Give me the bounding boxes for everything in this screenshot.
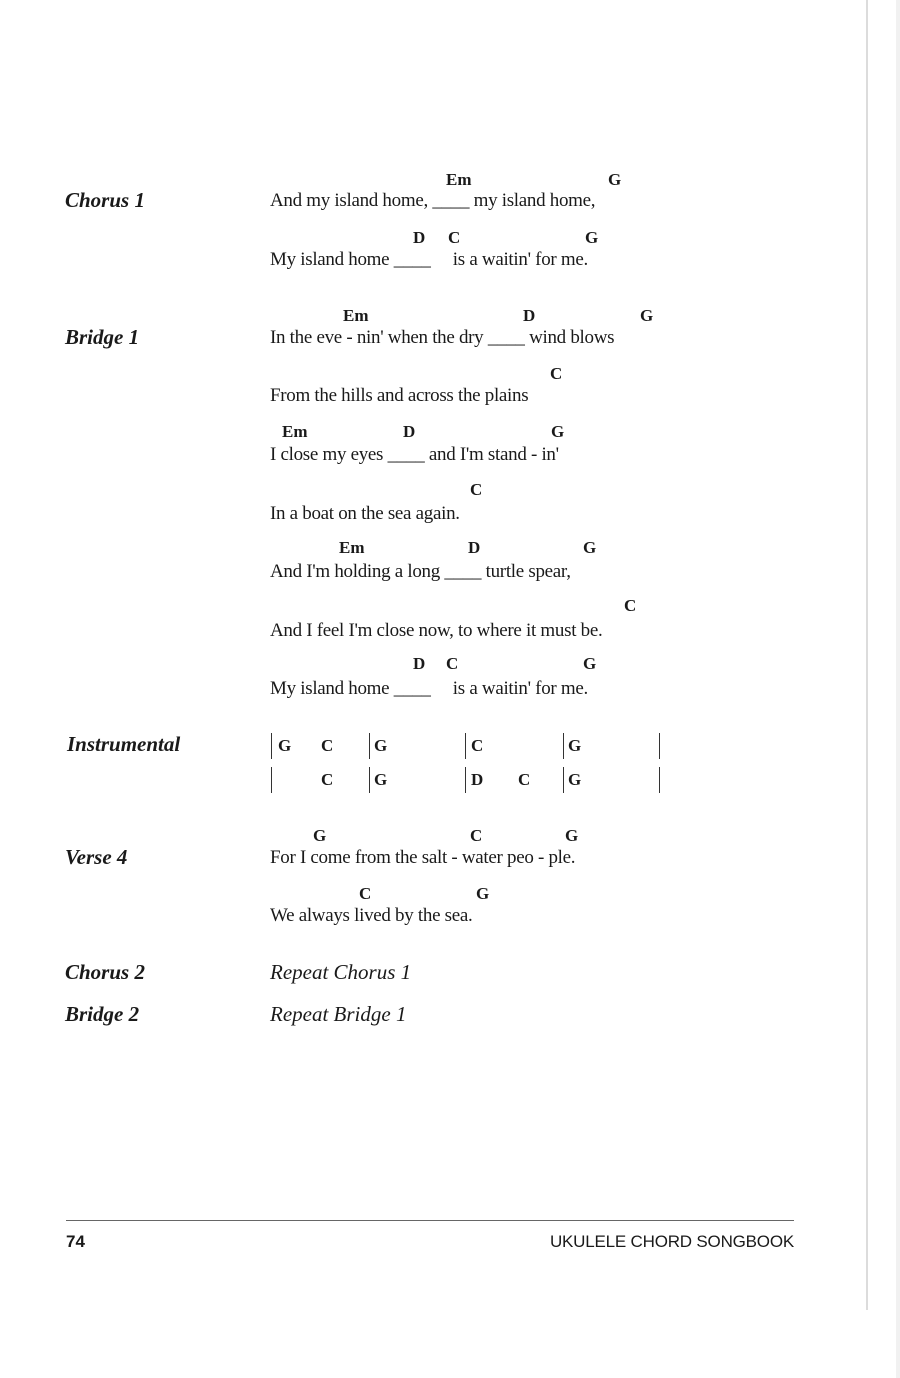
chord: C xyxy=(359,884,372,903)
chord: D xyxy=(523,306,536,325)
chord: Em xyxy=(282,422,308,441)
instrumental-chord: C xyxy=(518,770,531,789)
lyric-line: From the hills and across the plains xyxy=(270,385,529,406)
chord: G xyxy=(313,826,327,845)
instrumental-chord: G xyxy=(568,736,582,755)
chord: Em xyxy=(446,170,472,189)
instrumental-chord: C xyxy=(321,770,334,789)
lyric-line: And I feel I'm close now, to where it must be. xyxy=(270,620,603,641)
chord: D xyxy=(403,422,416,441)
section-label-chorus-1: Chorus 1 xyxy=(65,188,145,212)
lyric-line: My island home ____ is a waitin' for me. xyxy=(270,678,588,699)
chord: G xyxy=(583,538,597,557)
instrumental-chord: D xyxy=(471,770,484,789)
bar-line xyxy=(659,733,660,759)
bar-line xyxy=(563,767,564,793)
chord: G xyxy=(585,228,599,247)
chord: G xyxy=(640,306,654,325)
chord: G xyxy=(565,826,579,845)
instrumental-chord: C xyxy=(321,736,334,755)
section-label-chorus-2: Chorus 2 xyxy=(65,960,145,984)
bar-line xyxy=(563,733,564,759)
repeat-instruction: Repeat Chorus 1 xyxy=(270,960,412,984)
chord: G xyxy=(551,422,565,441)
chord: Em xyxy=(339,538,365,557)
page-edge xyxy=(866,0,868,1310)
bar-line xyxy=(271,733,272,759)
bar-line xyxy=(369,733,370,759)
lyric-line: We always lived by the sea. xyxy=(270,905,473,926)
lyric-line: For I come from the salt - water peo - ple. xyxy=(270,847,576,868)
chord: D xyxy=(413,654,426,673)
lyric-line: I close my eyes ____ and I'm stand - in' xyxy=(270,444,559,465)
chord: C xyxy=(470,480,483,499)
chord: G xyxy=(608,170,622,189)
chord: G xyxy=(583,654,597,673)
instrumental-chord: G xyxy=(374,770,388,789)
lyric-line: And I'm holding a long ____ turtle spear, xyxy=(270,561,571,582)
section-label-instrumental: Instrumental xyxy=(67,732,181,756)
chord: C xyxy=(470,826,483,845)
page-number: 74 xyxy=(66,1232,85,1251)
chord: D xyxy=(468,538,481,557)
chord: Em xyxy=(343,306,369,325)
repeat-instruction: Repeat Bridge 1 xyxy=(270,1002,407,1026)
instrumental-chord: C xyxy=(471,736,484,755)
section-label-bridge-2: Bridge 2 xyxy=(65,1002,140,1026)
instrumental-chord: G xyxy=(374,736,388,755)
lyric-line: And my island home, ____ my island home, xyxy=(270,190,596,211)
bar-line xyxy=(659,767,660,793)
chord: C xyxy=(550,364,563,383)
bar-line xyxy=(465,767,466,793)
book-title: UKULELE CHORD SONGBOOK xyxy=(549,1232,794,1251)
lyric-line: In the eve - nin' when the dry ____ wind blows xyxy=(270,327,615,348)
chord: C xyxy=(446,654,459,673)
section-label-bridge-1: Bridge 1 xyxy=(65,325,140,349)
lyric-line: My island home ____ is a waitin' for me. xyxy=(270,249,588,270)
bar-line xyxy=(465,733,466,759)
chord: C xyxy=(624,596,637,615)
bar-line xyxy=(369,767,370,793)
instrumental-chord: G xyxy=(568,770,582,789)
section-label-verse-4: Verse 4 xyxy=(65,845,128,869)
chord: G xyxy=(476,884,490,903)
chord: C xyxy=(448,228,461,247)
page-edge-shadow xyxy=(896,0,900,1378)
instrumental-chord: G xyxy=(278,736,292,755)
lyric-line: In a boat on the sea again. xyxy=(270,503,460,524)
bar-line xyxy=(271,767,272,793)
footer-rule xyxy=(66,1220,794,1221)
chord: D xyxy=(413,228,426,247)
